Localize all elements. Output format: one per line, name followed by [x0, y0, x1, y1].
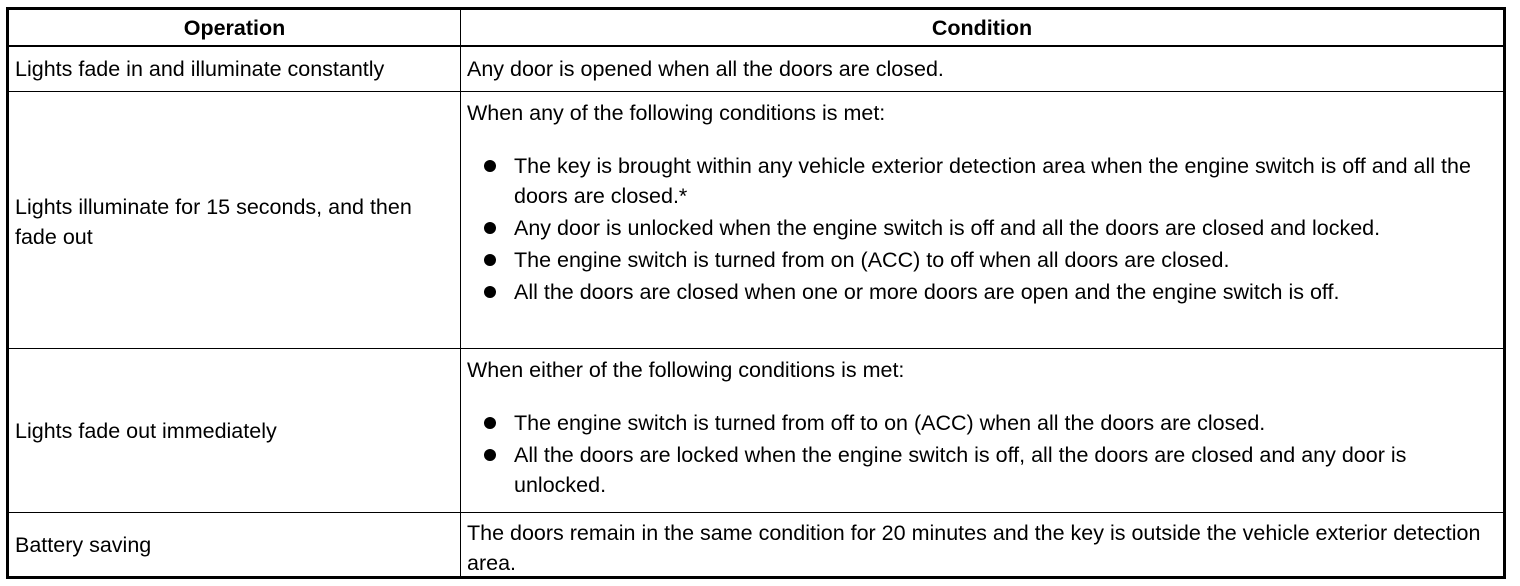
header-condition: Condition [461, 10, 1503, 47]
list-item [467, 245, 1497, 275]
condition-list [467, 408, 1497, 500]
row-2-condition [461, 92, 1503, 349]
bullet-icon [484, 417, 496, 429]
condition-intro: When any of the following conditions is met: [467, 101, 886, 125]
list-item-text: The key is brought within any vehicle exterior detection area when the engine switch is off and all the doors are closed.* [514, 154, 1471, 208]
bullet-icon [484, 222, 496, 234]
operation-text: Lights illuminate for 15 seconds, and then fade out [15, 195, 412, 249]
row-4-operation [9, 513, 461, 576]
list-item-text: All the doors are closed when one or more doors are open and the engine switch is off. [514, 280, 1340, 304]
condition-text: The doors remain in the same condition for 20 minutes and the key is outside the vehicle exterior detection area. [467, 521, 1481, 575]
operation-text: Lights fade out immediately [15, 418, 277, 443]
condition-list [467, 151, 1497, 307]
operation-condition-table [6, 7, 1506, 579]
list-item [467, 213, 1497, 243]
bullet-icon [484, 286, 496, 298]
list-item [467, 151, 1497, 211]
condition-text: Any door is opened when all the doors are closed. [467, 57, 944, 81]
list-item [467, 408, 1497, 438]
row-3-condition [461, 349, 1503, 513]
operation-text: Lights fade in and illuminate constantly [15, 57, 385, 81]
row-1-condition [461, 47, 1503, 92]
row-2-operation [9, 92, 461, 349]
bullet-icon [484, 254, 496, 266]
row-3-operation [9, 349, 461, 513]
list-item-text: All the doors are locked when the engine switch is off, all the doors are closed and any door is unlocked. [514, 443, 1407, 497]
bullet-icon [484, 449, 496, 461]
bullet-icon [484, 160, 496, 172]
operation-text: Battery saving [15, 532, 152, 557]
list-item-text: The engine switch is turned from on (ACC) to off when all doors are closed. [514, 248, 1230, 272]
list-item-text: The engine switch is turned from off to on (ACC) when all the doors are closed. [514, 411, 1266, 435]
list-item [467, 440, 1497, 500]
list-item-text: Any door is unlocked when the engine switch is off and all the doors are closed and locked. [514, 216, 1381, 240]
row-1-operation [9, 47, 461, 92]
list-item [467, 277, 1497, 307]
header-operation: Operation [9, 10, 461, 47]
row-4-condition [461, 513, 1503, 576]
condition-intro: When either of the following conditions is met: [467, 358, 905, 382]
